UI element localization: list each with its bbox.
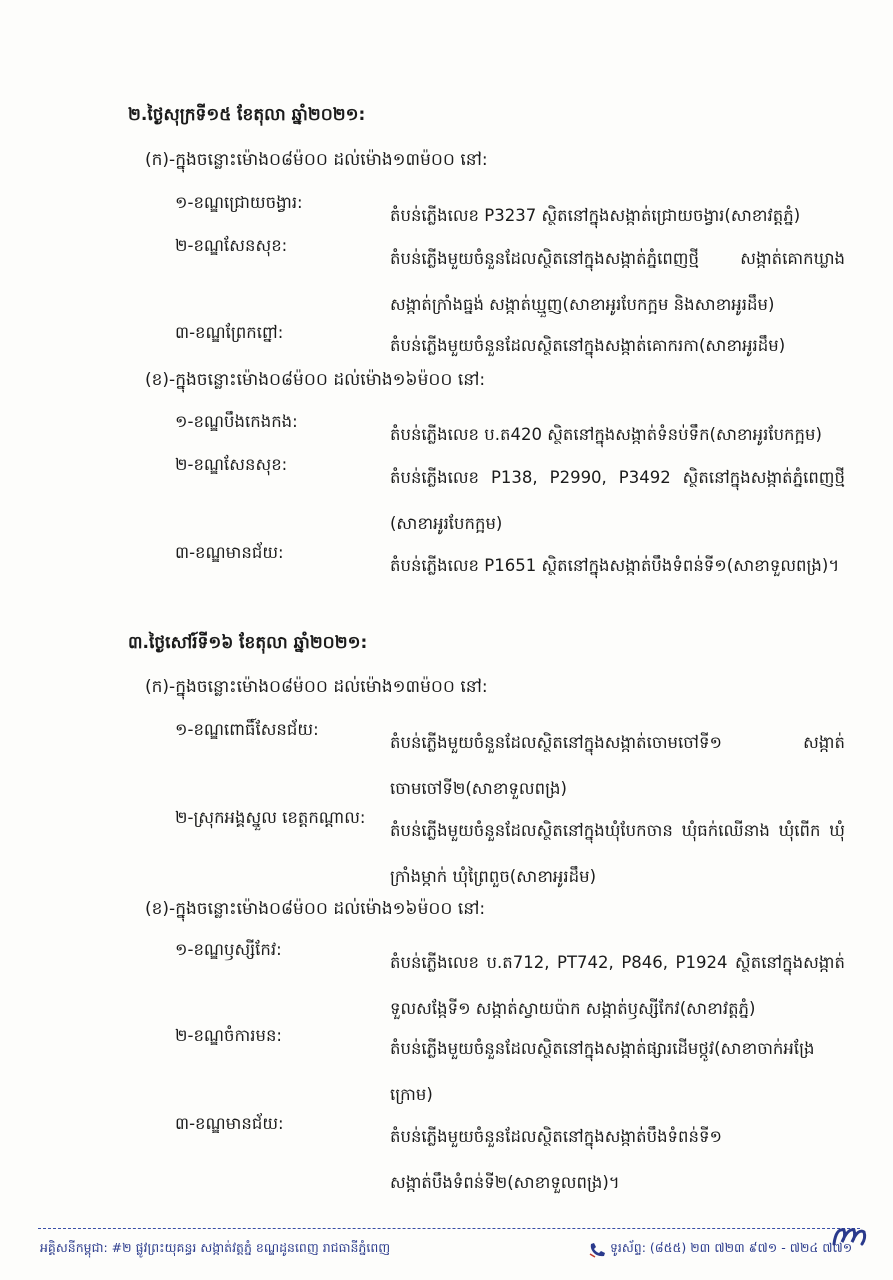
- outage-description: តំបន់ភ្លើងមួយចំនួនដែលស្ថិតនៅក្នុងសង្កាត់បឹងទំពន់ទី១ សង្កាត់បឹងទំពន់ទី២(សាខាទួលពង្រ)។: [390, 1127, 722, 1192]
- period-label: (ក)-ក្នុងចន្លោះម៉ោង០៨ម៉០០ ដល់ម៉ោង១៣ម៉០០ នៅ:: [145, 677, 488, 697]
- district-name: ៣-ខណ្ឌមានជ័យ:: [175, 543, 284, 562]
- phone-icon: [588, 1242, 606, 1258]
- outage-description: តំបន់ភ្លើងលេខ P3237 ស្ថិតនៅក្នុងសង្កាត់ជ្រោយចង្វារ(សាខាវត្តភ្នំ): [390, 206, 801, 225]
- period-label: (ក)-ក្នុងចន្លោះម៉ោង០៨ម៉០០ ដល់ម៉ោង១៣ម៉០០ នៅ:: [145, 150, 488, 170]
- day-heading: ៣.ថ្ងៃសៅរ៍ទី១៦ ខែតុលា ឆ្នាំ២០២១:: [128, 633, 368, 653]
- district-name: ១-ខណ្ឌឫស្សីកែវ:: [175, 940, 282, 959]
- phone-number: ទូរស័ព្ទ: (៨៥៥) ២៣ ៧២៣ ៩៧១ - ៧២៤ ៧៧១: [610, 1240, 853, 1255]
- district-name: ២-ខណ្ឌចំការមន:: [175, 1026, 282, 1045]
- district-name: ២-ខណ្ឌសែនសុខ:: [175, 236, 288, 255]
- district-name: ២-ខណ្ឌសែនសុខ:: [175, 455, 288, 474]
- district-name: ១-ខណ្ឌជ្រោយចង្វារ:: [175, 193, 303, 212]
- outage-description: តំបន់ភ្លើងលេខ P1651 ស្ថិតនៅក្នុងសង្កាត់បឹងទំពន់ទី១(សាខាទួលពង្រ)។: [390, 556, 840, 575]
- district-name: ៣-ខណ្ឌមានជ័យ:: [175, 1114, 284, 1133]
- outage-description: តំបន់ភ្លើងមួយចំនួនដែលស្ថិតនៅក្នុងឃុំបែកចាន ឃុំធក់ឈើនាង ឃុំពើក ឃុំក្រាំងម្កាក់ ឃុំព្រៃពួច(សាខាអូរដឹម): [390, 821, 845, 886]
- outage-description: តំបន់ភ្លើងមួយចំនួនដែលស្ថិតនៅក្នុងសង្កាត់គោករកា(សាខាអូរដឹម): [390, 336, 786, 355]
- edc-logo-icon: [832, 1224, 868, 1248]
- day-heading: ២.ថ្ងៃសុក្រទី១៥ ខែតុលា ឆ្នាំ២០២១:: [128, 105, 366, 125]
- district-name: ៣-ខណ្ឌព្រែកព្នៅ:: [175, 323, 284, 342]
- footer-divider: [38, 1228, 860, 1229]
- outage-description: តំបន់ភ្លើងមួយចំនួនដែលស្ថិតនៅក្នុងសង្កាត់ផ្សារដើមថ្កូវ(សាខាចាក់អង្រែក្រោម): [390, 1039, 815, 1104]
- outage-description: តំបន់ភ្លើងមួយចំនួនដែលស្ថិតនៅក្នុងសង្កាត់ភ្នំពេញថ្មី សង្កាត់គោកឃ្លាង សង្កាត់ក្រាំងធ្នង់ សង្កាត់ឃ្មួញ(សាខាអូរបែកក្អម និងសាខាអូរដឹម): [390, 249, 845, 314]
- outage-description: តំបន់ភ្លើងលេខ ប.ត712, PT742, P846, P1924 ស្ថិតនៅក្នុងសង្កាត់ទួលសង្កែទី១ សង្កាត់ស្វាយប៉ាក សង្កាត់ឫស្សីកែវ(សាខាវត្តភ្នំ): [390, 953, 845, 1018]
- footer-phone: [588, 1240, 852, 1259]
- period-label: (ខ)-ក្នុងចន្លោះម៉ោង០៨ម៉០០ ដល់ម៉ោង១៦ម៉០០ នៅ:: [145, 370, 486, 390]
- outage-description: តំបន់ភ្លើងលេខ ប.ត420 ស្ថិតនៅក្នុងសង្កាត់ទំនប់ទឹក(សាខាអូរបែកក្អម): [390, 425, 822, 444]
- district-name: ២-ស្រុកអង្គស្នួល ខេត្តកណ្តាល:: [175, 808, 366, 827]
- period-label: (ខ)-ក្នុងចន្លោះម៉ោង០៨ម៉០០ ដល់ម៉ោង១៦ម៉០០ នៅ:: [145, 899, 486, 919]
- district-name: ១-ខណ្ឌពោធិ៍សែនជ័យ:: [175, 720, 319, 739]
- outage-description: តំបន់ភ្លើងលេខ P138, P2990, P3492 ស្ថិតនៅក្នុងសង្កាត់ភ្នំពេញថ្មី (សាខាអូរបែកក្អម): [390, 468, 845, 533]
- district-name: ១-ខណ្ឌបឹងកេងកង:: [175, 412, 298, 431]
- footer-address: អគ្គិសនីកម្ពុជា: #២ ផ្លូវព្រះយុគន្ធរ សង្កាត់វត្តភ្នំ ខណ្ឌដូនពេញ រាជធានីភ្នំពេញ: [40, 1240, 391, 1255]
- outage-description: តំបន់ភ្លើងមួយចំនួនដែលស្ថិតនៅក្នុងសង្កាត់ចោមចៅទី១ សង្កាត់ចោមចៅទី២(សាខាទួលពង្រ): [390, 733, 845, 798]
